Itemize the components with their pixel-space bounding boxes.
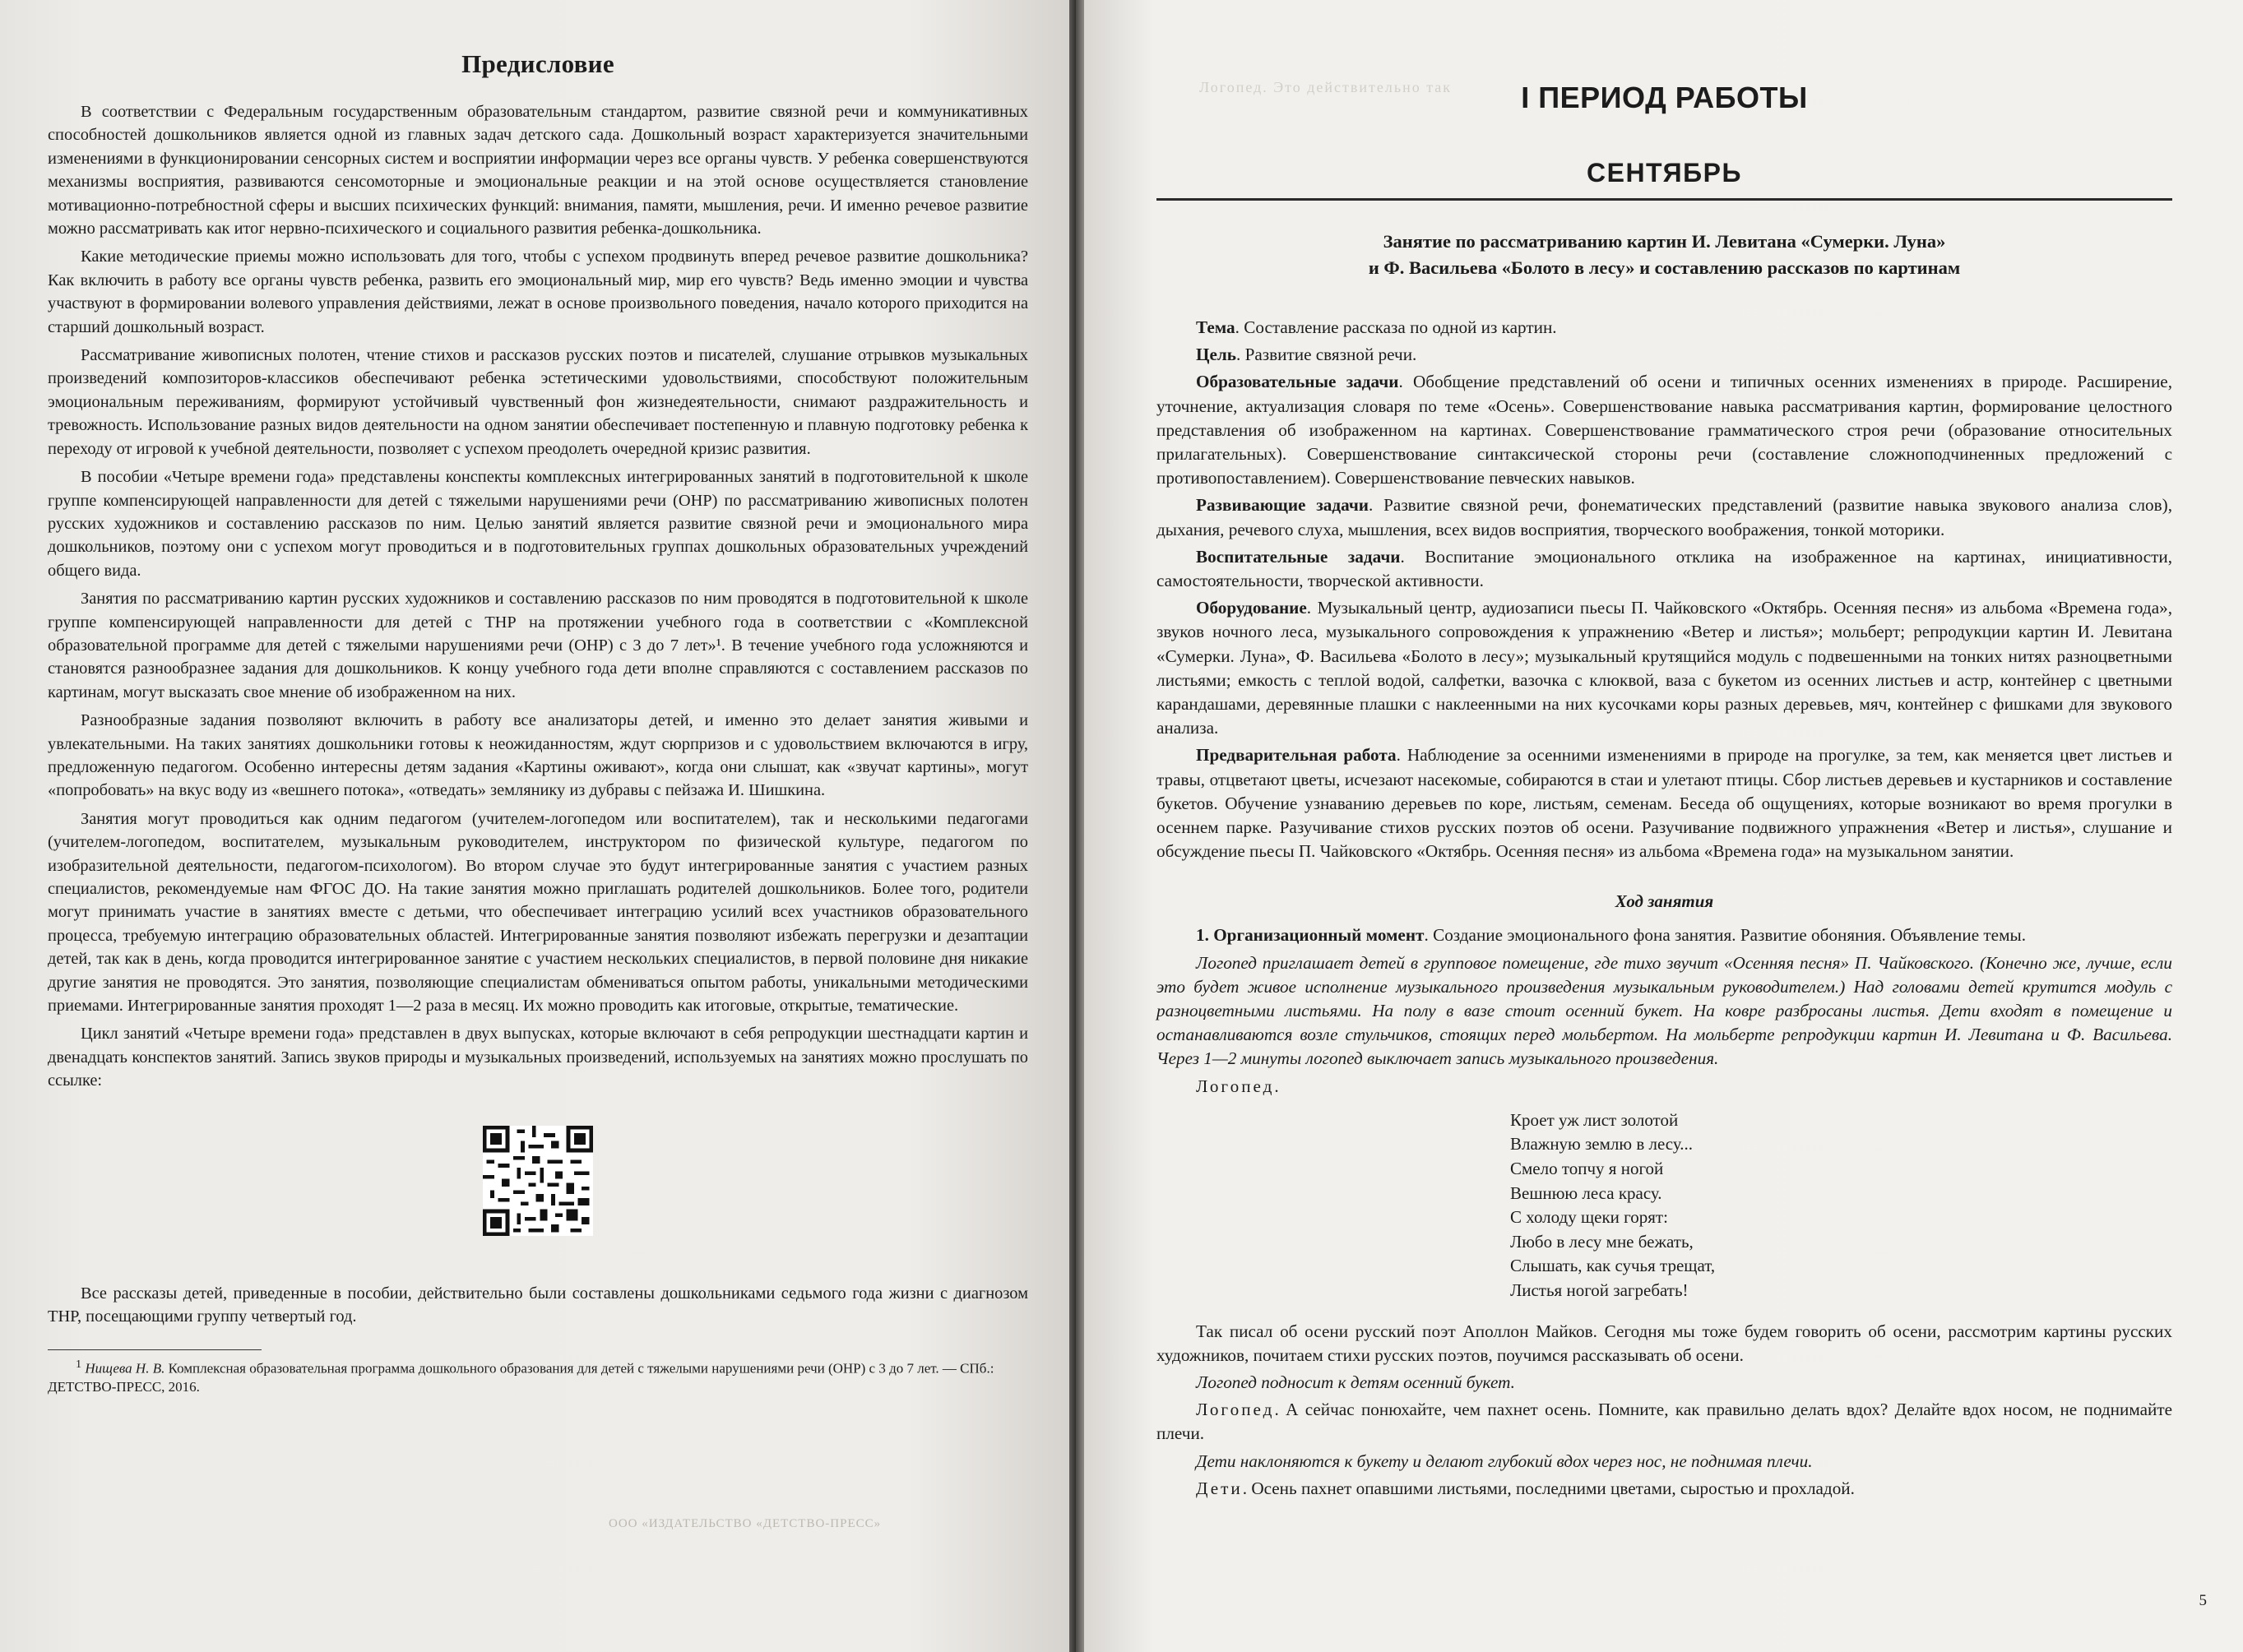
footnote-divider (48, 1349, 262, 1350)
lesson-title (1156, 229, 2172, 281)
educational-tasks-label: Образовательные задачи (1196, 372, 1399, 392)
poem-line: Кроет уж лист золотой (1510, 1109, 1679, 1130)
preliminary-work-label: Предварительная работа (1196, 745, 1397, 766)
poem (1510, 1108, 2172, 1303)
lesson-title-line-1: Занятие по рассматриванию картин И. Левитана «Сумерки. Луна» (1383, 231, 1946, 252)
course-heading: Ход занятия (1615, 891, 1714, 912)
bleed-through-header: Логопед. Это действительно так (1199, 79, 1453, 95)
educational-tasks (1156, 370, 2172, 490)
developmental-tasks (1156, 493, 2172, 541)
preliminary-work-text: . Наблюдение за осенними изменениями в природе на прогулке, за тем, как меняется цвет листьев и травы, отцветают цветы, исчезают насекомые, собираются в стаи и улетают птицы. Сбор листьев деревьев и кустарников и составление букетов. Обучение узнаванию деревьев по коре, листьям, семенам. Беседа об ощущениях, которые возникают во время прогулки в осеннем парке. Разучивание стихов русских поэтов об осени. Разучивание подвижного упражнения «Ветер и листья», слушание и обсуждение пьесы П. Чайковского «Октябрь. Осенняя песня» из альбома «Времена года» на музыкальном занятии. (1156, 745, 2172, 862)
topic-label: Тема (1196, 317, 1235, 337)
topic-text: . Составление рассказа по одной из картин. (1235, 317, 1557, 337)
educational-tasks-text: . Обобщение представлений об осени и типичных осенних изменениях в природе. Расширение, уточнение, актуализация словаря по теме «Осень». Совершенствование навыка рассматривания картин, формирование целостного представления об изображенном на картинах. Совершенствование грамматического строя речи (образование относительных прилагательных). Совершенствование синтаксической стороны речи (составление сложноподчиненных предложений с противопоставлением). Совершенствование певческих навыков. (1156, 372, 2172, 488)
goal-label: Цель (1196, 345, 1236, 365)
after-poem-paragraph: Так писал об осени русский поэт Аполлон Майков. Сегодня мы тоже будем говорить об осени, рассмотрим картины русских художников, почитаем стихи русских поэтов, поучимся рассказывать об осени. (1156, 1321, 2172, 1365)
upbringing-tasks-label: Воспитательные задачи (1196, 546, 1401, 567)
preface-paragraph: В соответствии с Федеральным государственным образовательным стандартом, развитие связной речи и коммуникативных способностей дошкольников является одной из главных задач детского сада. Дошкольный возраст характеризуется значительными изменениями в функционировании сенсорных систем и восприятии информации через все органы чувств. У ребенка совершенствуются механизмы восприятия, развиваются сенсомоторные и эмоциональные реакции и на этой основе осуществляется становление мотивационно-потребностной сферы и высших психических функций: внимания, памяти, мышления, речи. И именно речевое развитие можно рассматривать как итог нервно-психического и социального развития ребенка-дошкольника. (48, 103, 1028, 238)
period-heading: I ПЕРИОД РАБОТЫ (1521, 81, 1808, 114)
preface-paragraph: Разнообразные задания позволяют включить в работу все анализаторы детей, и именно это делает занятия живыми и увлекательными. На таких занятиях дошкольники готовы к неожиданностям, ждут сюрпризов и с удовольствием включаются в игру, предложенную педагогом. Особенно интересны детям задания «Картины оживают», когда они слышат, как «звучат картины», могут «попробовать» на вкус воду из «вешнего потока», «отведать» землянику из дубравы с пейзажа И. Шишкина. (48, 711, 1028, 800)
poem-line: Слышать, как сучья трещат, (1510, 1256, 1716, 1276)
goal-line (1156, 343, 2172, 367)
footnote-text: Комплексная образовательная программа дошкольного образования для детей с тяжелыми нарушениями речи (ОНР) с 3 до 7 лет. — СПб.: ДЕТСТВО-ПРЕСС, 2016. (48, 1361, 994, 1395)
upbringing-tasks-text: . Воспитание эмоционального отклика на изображенное на картинах, инициативности, самостоятельности, творческой активности. (1156, 546, 2173, 591)
equipment-text: . Музыкальный центр, аудиозаписи пьесы П. Чайковского «Октябрь. Осенняя песня» из альбома «Времена года», звуков ночного леса, музыкального сопровождения к упражнению «Ветер и листья»; мольберт; репродукции картин И. Левитана «Сумерки. Луна», Ф. Васильева «Болото в лесу»; музыкальный крутящийся модуль с подвешенными на тонких нитях разноцветными листьями; емкость с теплой водой, салфетки, вазочка с клюквой, ваза с букетом из осенних листьев и астр, контейнер с цветными карандашами, деревянные плашки с наклеенными на них кусочками коры разных деревьев, мяч, контейнер с фишками для звукового анализа. (1156, 598, 2172, 738)
organizational-moment (1156, 923, 2172, 947)
poem-line: Любо в лесу мне бежать, (1510, 1231, 1694, 1252)
poem-line: Листья ногой загребать! (1510, 1280, 1689, 1301)
equipment (1156, 596, 2172, 740)
right-page (1084, 0, 2243, 1652)
poem-line: С холоду щеки горят: (1510, 1207, 1668, 1228)
closing-paragraph: Все рассказы детей, приведенные в пособии, действительно были составлены дошкольниками седьмого года жизни с диагнозом ТНР, посещающими группу четвертый год. (48, 1284, 1028, 1326)
stage-direction: Логопед подносит к детям осенний букет. (1196, 1372, 1515, 1393)
preface-paragraph: В пособии «Четыре времени года» представлены конспекты комплексных интегрированных занятий в подготовительной к школе группе компенсирующей направленности для детей с тяжелыми нарушениями речи (ОНР) по рассматриванию живописных полотен русских художников и составлению рассказов по ним. Целью занятий является развитие связной речи и эмоционального мира дошкольников, поэтому они с успехом могут проводиться и в подготовительных группах дошкольных образовательных учреждений общего вида. (48, 468, 1028, 580)
preface-paragraph: Занятия могут проводиться как одним педагогом (учителем-логопедом или воспитателем), так и несколькими педагогами (учителем-логопедом, воспитателем, музыкальным руководителем, инструктором по физической культуре, педагогом по изобразительной деятельности, педагогом-психологом). Во втором случае это будут интегрированные занятия с участием разных специалистов, рекомендуемые нам ФГОС ДО. На такие занятия можно приглашать родителей дошкольников. Более того, родители могут принимать участие в занятиях вместе с детьми, что обеспечивает интеграцию усилий всех участников образовательного процесса, требуемую интеграцию образовательных областей. Интегрированные занятия позволяют избежать перегрузки и дезаптации детей, так как в день, когда проводится интегрированное занятие с участием нескольких специалистов, в первой половине дня никакие другие занятия не проводятся. Это занятия, позволяющие специалистам обмениваться опытом работы, уникальными методическими приемами. Интегрированные занятия проходят 1—2 раза в месяц. Их можно проводить как итоговые, открытые, тематические. (48, 809, 1028, 1016)
dialogue-text: . А сейчас понюхайте, чем пахнет осень. Помните, как правильно делать вдох? Делайте вдох носом, не поднимайте плечи. (1156, 1400, 2172, 1444)
developmental-tasks-label: Развивающие задачи (1196, 495, 1369, 516)
preliminary-work (1156, 743, 2172, 863)
developmental-tasks-text: . Развитие связной речи, фонематических представлений (развитие навыка звукового анализа слов), дыхания, речевого слуха, мышления, всех видов восприятия, творческого воображения, тонкой моторики. (1156, 495, 2173, 539)
poem-line: Влажную землю в лесу... (1510, 1134, 1693, 1155)
organizational-moment-label: 1. Организационный момент (1196, 925, 1425, 946)
bleed-through-text: ООО «ИЗДАТЕЛЬСТВО «ДЕТСТВО-ПРЕСС» (609, 1517, 882, 1530)
preface-paragraph: Рассматривание живописных полотен, чтение стихов и рассказов русских поэтов и писателей, слушание отрывков музыкальных произведений композиторов-классиков обеспечивают ребенка эстетическими удовольствиями, способствуют положительным эмоциональным переживаниям, формируют устойчивый чувственный фон жизнедеятельности, снимают раздражительность и тревожность. Использование разных видов деятельности на одном занятии обеспечивает постепенную и плавную подготовку ребенка к переходу от игровой к учебной деятельности, позволяет с успехом преодолеть очередной кризис развития. (48, 346, 1028, 458)
left-page (0, 0, 1069, 1652)
section-divider (1156, 198, 2172, 201)
qr-code[interactable] (483, 1126, 593, 1236)
upbringing-tasks (1156, 545, 2172, 593)
organizational-moment-text: . Создание эмоционального фона занятия. Развитие обоняния. Объявление темы. (1424, 925, 2027, 946)
speaker-label: Дети (1196, 1478, 1243, 1498)
stage-direction: Дети наклоняются к букету и делают глубокий вдох через нос, не поднимая плечи. (1196, 1451, 1813, 1471)
speaker-label: Логопед (1196, 1400, 1275, 1420)
spine-shadow (1069, 0, 1076, 1652)
dialogue-line (1156, 1398, 2172, 1446)
dialogue-line (1156, 1477, 2172, 1501)
goal-text: . Развитие связной речи. (1235, 345, 1417, 365)
preface-paragraph: Цикл занятий «Четыре времени года» представлен в двух выпусках, которые включают в себя репродукции шестнадцати картин и двенадцать конспектов занятий. Запись звуков природы и музыкальных произведений, используемых на занятиях можно прослушать по ссылке: (48, 1025, 1028, 1090)
poem-line: Смело топчу я ногой (1510, 1159, 1664, 1179)
speaker-label: Логопед. (1196, 1076, 1281, 1096)
page-number: 5 (2199, 1592, 2207, 1609)
lesson-title-line-2: и Ф. Васильева «Болото в лесу» и составлению рассказов по картинам (1368, 257, 1961, 278)
preface-title: Предисловие (461, 49, 614, 78)
stage-direction: Логопед приглашает детей в групповое помещение, где тихо звучит «Осенняя песня» П. Чайковского. (Конечно же, лучше, если это будет живое исполнение музыкального произведения музыкальным руководителем.) Над головами детей крутится модуль с разноцветными листьями. На полу в вазе стоит осенний букет. На ковре разбросаны листья. Дети входят в помещение и останавливаются возле стульчиков, стоящих перед мольбертом. На мольберте репродукции картин И. Левитана и Ф. Васильева. Через 1—2 минуты логопед выключает запись музыкального произведения. (1156, 952, 2172, 1069)
preface-paragraph: Какие методические приемы можно использовать для того, чтобы с успехом продвинуть вперед речевое развитие дошкольника? Как включить в работу все органы чувств ребенка, развить его эмоциональный мир, мир его чувств? Ведь именно эмоции и чувства участвуют в формировании волевого управления действиями, лежат в основе произвольного поведения, начало которого приходится на старший дошкольный возраст. (48, 248, 1028, 336)
footnote-mark: 1 (76, 1358, 82, 1372)
topic-line (1156, 316, 2172, 340)
footnote (48, 1355, 1028, 1396)
dialogue-text: . Осень пахнет опавшими листьями, последними цветами, сыростью и прохладой. (1242, 1478, 1855, 1498)
preface-paragraph: Занятия по рассматриванию картин русских художников и составлению рассказов по ним проводятся в подготовительной к школе группе компенсирующей направленности для детей с ТНР на протяжении учебного года в соответствии с «Комплексной образовательной программе для детей с тяжелыми нарушениями речи (ОНР) с 3 до 7 лет»¹. В течение учебного года усложняются и становятся разнообразнее задания для дошкольников. К концу учебного года дети вполне справляются с составлением рассказов по картинам, могут высказать свое мнение об изображенном на них. (48, 590, 1028, 701)
equipment-label: Оборудование (1196, 598, 1307, 618)
month-heading: СЕНТЯБРЬ (1586, 158, 1743, 187)
footnote-author: Нищева Н. В. (85, 1361, 165, 1377)
poem-line: Вешнюю леса красу. (1510, 1182, 1662, 1203)
